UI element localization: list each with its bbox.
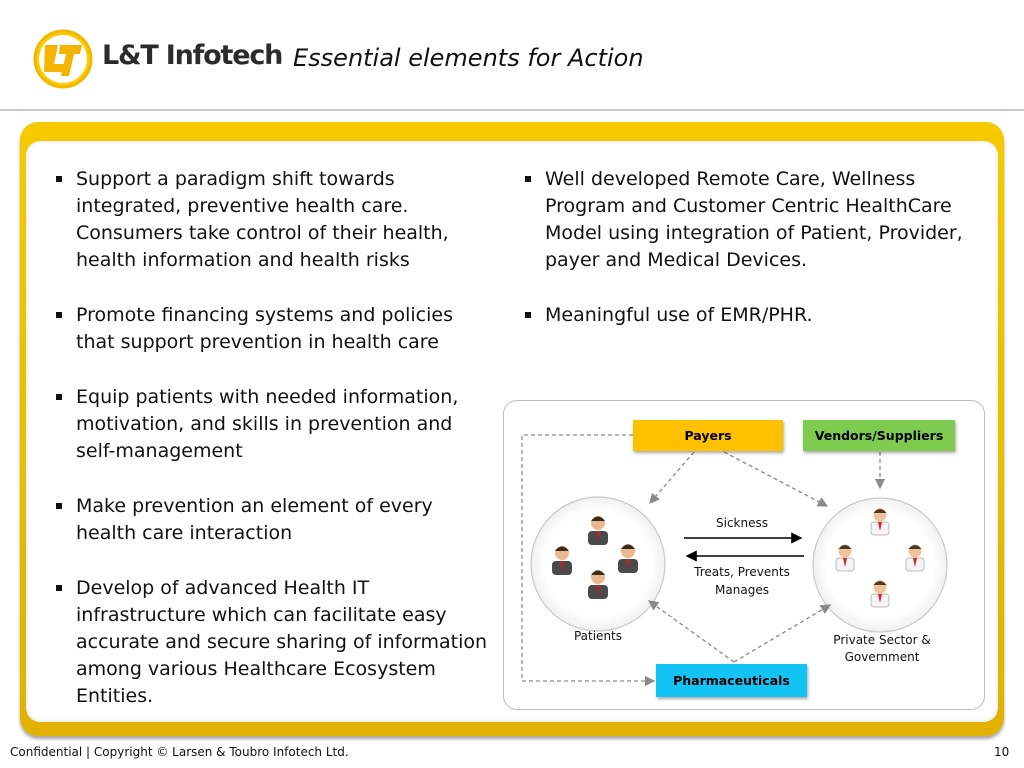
header-divider: [0, 109, 1024, 111]
bullet-square-icon: [56, 503, 62, 509]
payers-box: Payers: [633, 420, 783, 451]
bullet-text: Meaningful use of EMR/PHR.: [545, 304, 813, 326]
bullet-text: Promote financing systems and policies that support prevention in health care: [76, 304, 453, 353]
list-item: [48, 493, 493, 547]
page-number: 10: [994, 745, 1010, 759]
bullet-text: Make prevention an element of every health care interaction: [76, 495, 433, 544]
left-bullet-list: [48, 166, 493, 738]
bullet-square-icon: [525, 176, 531, 182]
bullet-square-icon: [525, 312, 531, 318]
bullet-text: Develop of advanced Health IT infrastructure which can facilitate easy accurate and secure sharing of information among various Healthcare Ecosystem Entities.: [76, 577, 488, 707]
lt-logo-icon: [32, 28, 94, 90]
list-item: [48, 302, 493, 356]
company-logo-text: L&T Infotech: [102, 40, 283, 71]
right-bullet-list: [517, 166, 987, 357]
bullet-square-icon: [56, 312, 62, 318]
private-sector-label: Private Sector & Government: [833, 633, 931, 664]
payers-to-private-connector: [724, 452, 827, 506]
page-title: Essential elements for Action: [293, 44, 644, 72]
manages-label: Manages: [715, 583, 769, 597]
bullet-square-icon: [56, 176, 62, 182]
list-item: [48, 575, 493, 710]
list-item: [48, 384, 493, 465]
bullet-text: Well developed Remote Care, Wellness Program and Customer Centric HealthCare Model using integration of Patient, Provider, payer and Medical Devices.: [545, 168, 963, 271]
vendors-suppliers-box: Vendors/Suppliers: [803, 420, 955, 451]
pharmaceuticals-box: Pharmaceuticals: [656, 664, 807, 697]
bullet-text: Support a paradigm shift towards integrated, preventive health care. Consumers take control of their health, health information and health risks: [76, 168, 449, 271]
list-item: [517, 166, 987, 274]
list-item: [517, 302, 987, 329]
slide-header: [0, 0, 1024, 110]
patients-label: Patients: [573, 629, 623, 643]
sickness-label: Sickness: [716, 516, 768, 530]
treats-label: Treats, Prevents: [694, 565, 790, 579]
bullet-text: Equip patients with needed information, motivation, and skills in prevention and self-management: [76, 386, 459, 462]
bullet-square-icon: [56, 394, 62, 400]
bullet-square-icon: [56, 585, 62, 591]
pharma-to-patients-connector: [649, 601, 734, 662]
healthcare-ecosystem-diagram: [503, 400, 985, 710]
payers-to-patients-connector: [650, 452, 694, 503]
list-item: [48, 166, 493, 274]
footer-copyright: Confidential | Copyright © Larsen & Toubro Infotech Ltd.: [10, 745, 349, 759]
